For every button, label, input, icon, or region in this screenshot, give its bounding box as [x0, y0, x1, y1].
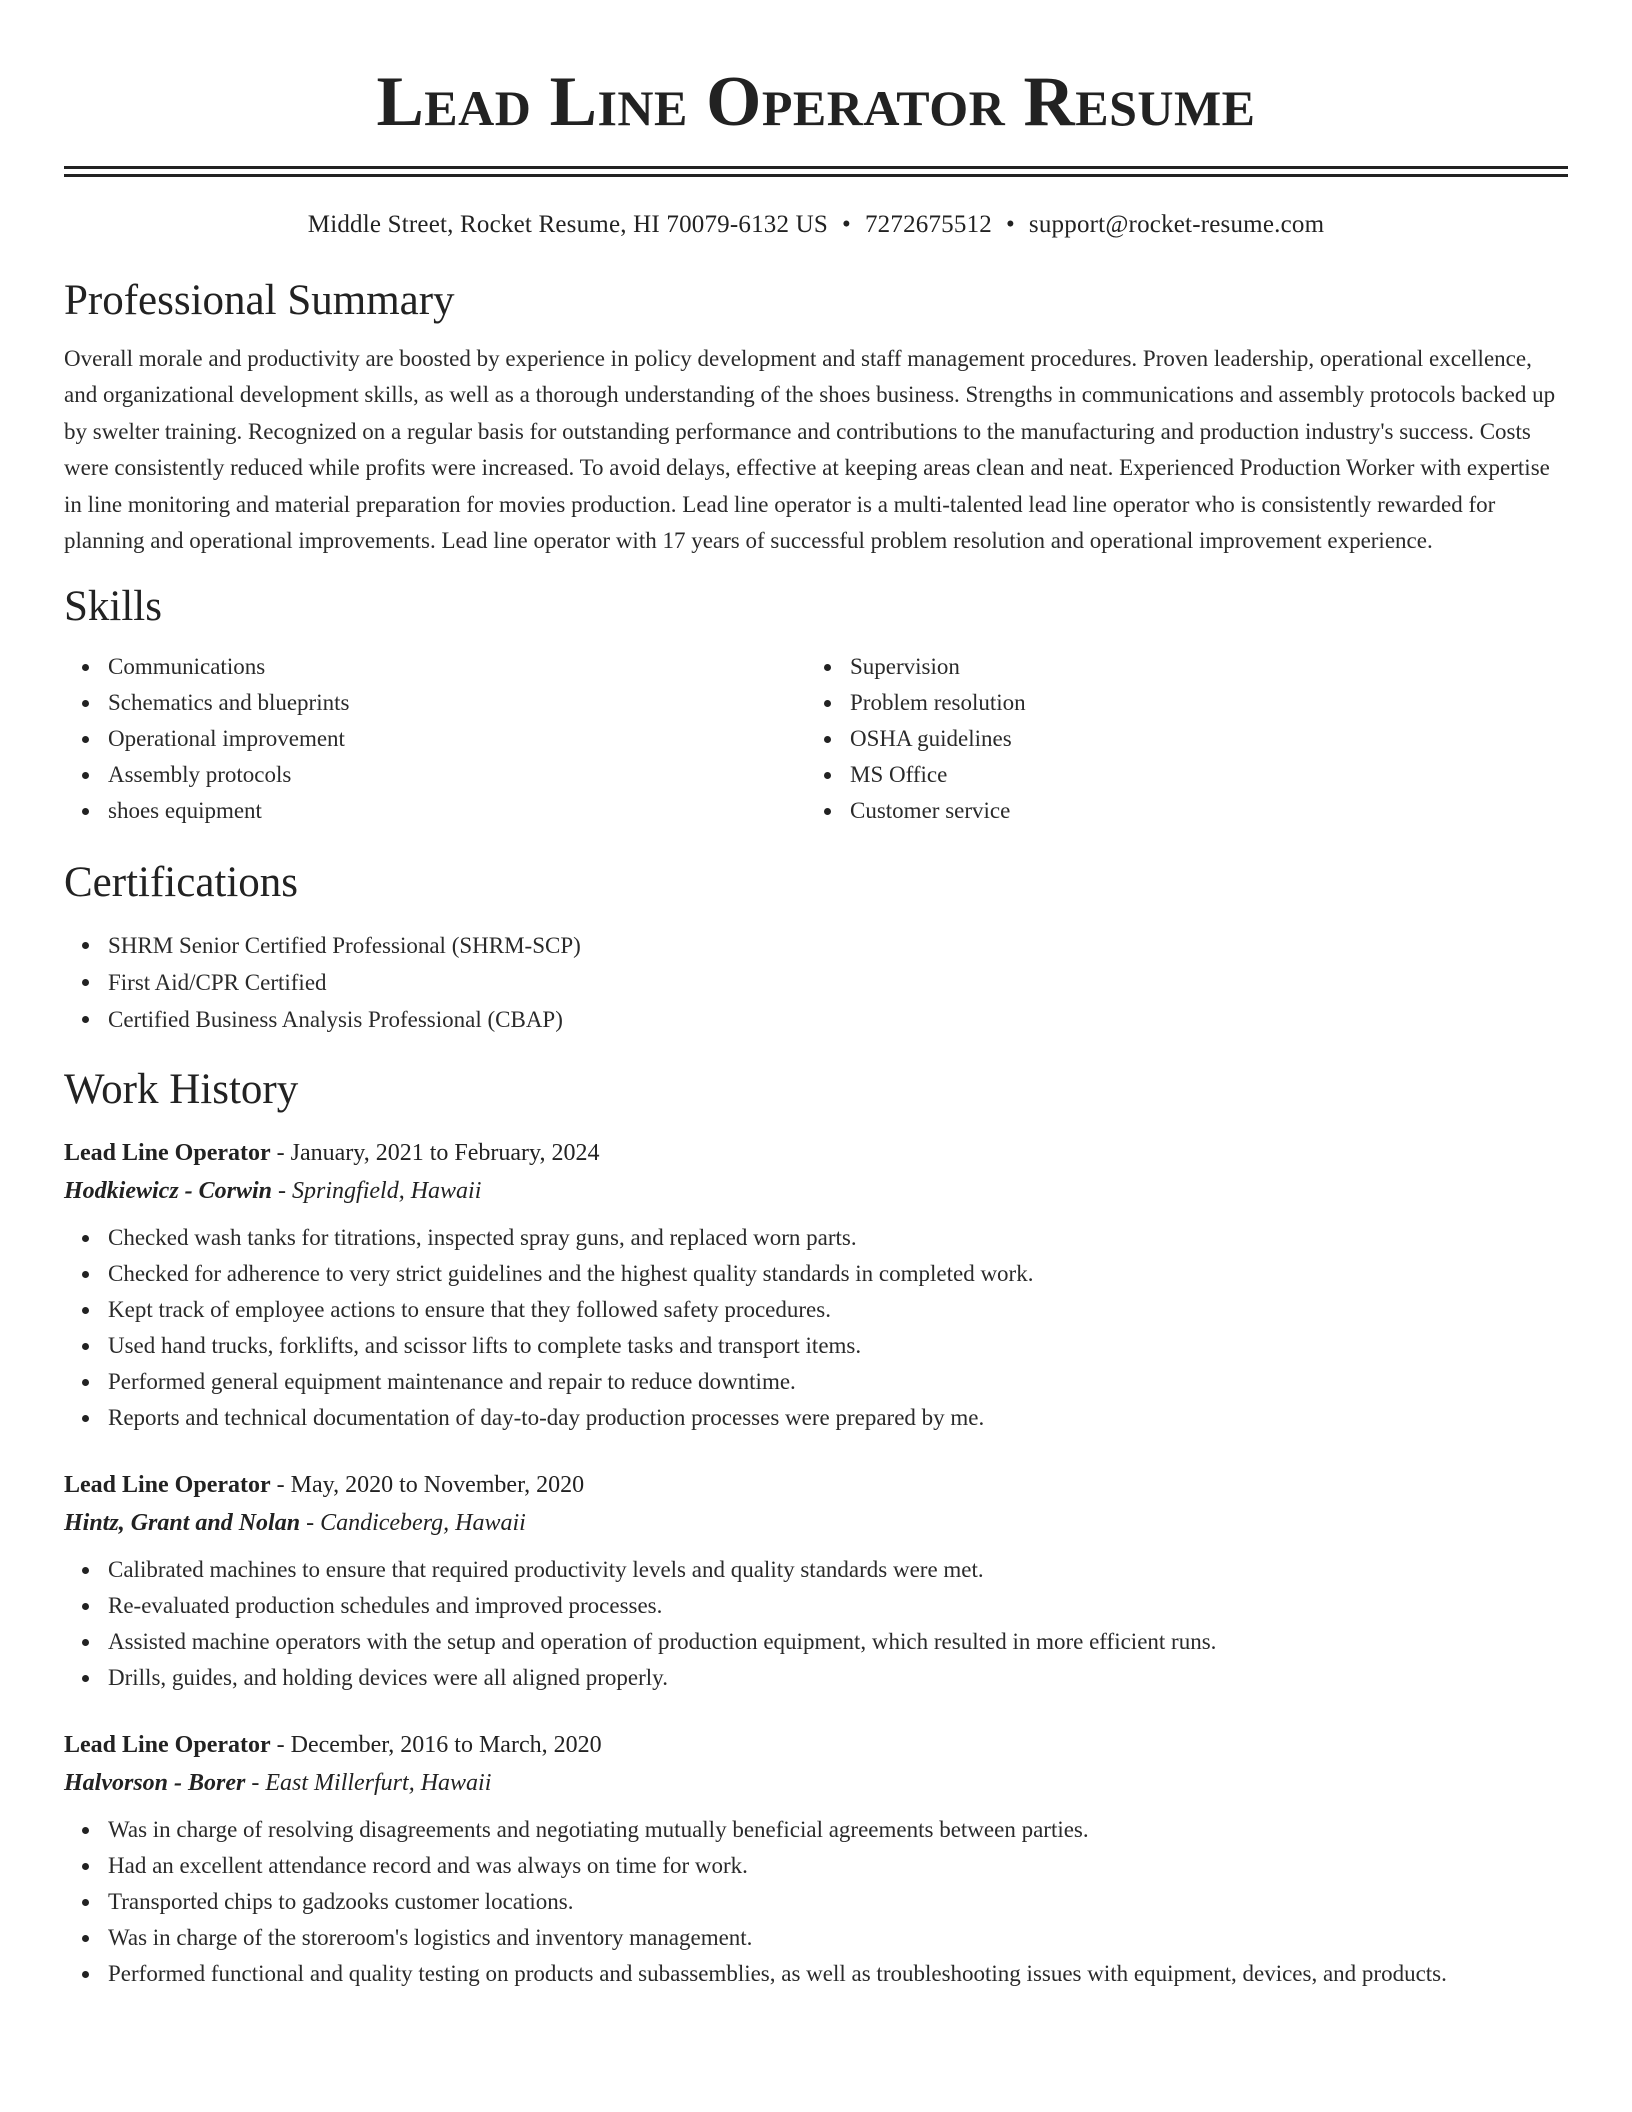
job-duty: Calibrated machines to ensure that required productivity levels and quality standards were met.	[108, 1552, 1568, 1588]
contact-email: support@rocket-resume.com	[1028, 211, 1325, 238]
job-duty: Was in charge of resolving disagreements and negotiating mutually beneficial agreements between parties.	[108, 1812, 1568, 1848]
job-duty: Transported chips to gadzooks customer locations.	[108, 1884, 1568, 1920]
job-duty: Performed functional and quality testing on products and subassemblies, as well as troubleshooting issues with equipment, devices, and products.	[108, 1956, 1568, 1992]
skills-section	[64, 581, 1568, 829]
job-company: Halvorson - Borer	[64, 1770, 246, 1797]
work-history-heading: Work History	[64, 1066, 299, 1114]
skill-item: Communications	[108, 649, 806, 685]
job-dates: December, 2016 to March, 2020	[290, 1732, 602, 1759]
job-dash: -	[270, 1140, 291, 1167]
skills-list-right	[806, 649, 1548, 829]
job-duties-list	[64, 1220, 1568, 1436]
certification-item: SHRM Senior Certified Professional (SHRM-SCP)	[108, 927, 1568, 964]
work-history-section	[64, 1064, 1568, 1992]
job-duty: Checked for adherence to very strict guidelines and the highest quality standards in completed work.	[108, 1256, 1568, 1292]
job-company-line	[64, 1764, 1568, 1802]
job-company: Hodkiewicz - Corwin	[64, 1178, 273, 1205]
certifications-heading: Certifications	[64, 859, 299, 907]
professional-summary-section	[64, 275, 1568, 559]
certifications-list	[64, 927, 1568, 1038]
contact-phone: 7272675512	[864, 211, 992, 238]
job-role: Lead Line Operator	[64, 1140, 271, 1167]
skill-item: Problem resolution	[850, 685, 1548, 721]
skill-item: Assembly protocols	[108, 757, 806, 793]
skill-item: OSHA guidelines	[850, 721, 1548, 757]
job-duty: Checked wash tanks for titrations, inspected spray guns, and replaced worn parts.	[108, 1220, 1568, 1256]
job-entry	[64, 1466, 1568, 1696]
summary-text: Overall morale and productivity are boosted by experience in policy development and staff management procedures. Proven leadership, operational excellence, and organizational development skills, as well as a thorough understanding of the shoes business. Strengths in communications and assembly protocols backed up by swelter training. Recognized on a regular basis for outstanding performance and contributions to the manufacturing and production industry's success. Costs were consistently reduced while profits were increased. To avoid delays, effective at keeping areas clean and neat. Experienced Production Worker with expertise in line monitoring and material preparation for movies production. Lead line operator is a multi-talented lead line operator who is consistently rewarded for planning and operational improvements. Lead line operator with 17 years of successful problem resolution and operational improvement experience.	[64, 346, 1556, 554]
summary-heading: Professional Summary	[64, 277, 455, 324]
skill-item: MS Office	[850, 757, 1548, 793]
skills-heading: Skills	[64, 583, 162, 631]
certification-item: Certified Business Analysis Professional (CBAP)	[108, 1001, 1568, 1038]
job-dates: May, 2020 to November, 2020	[290, 1472, 585, 1499]
job-role: Lead Line Operator	[64, 1472, 271, 1499]
job-dash: -	[245, 1770, 266, 1797]
title-divider	[64, 166, 1568, 177]
job-entry	[64, 1726, 1568, 1992]
skill-item: Customer service	[850, 793, 1548, 829]
skills-columns	[64, 649, 1568, 829]
certification-item: First Aid/CPR Certified	[108, 964, 1568, 1001]
job-location: Springfield, Hawaii	[292, 1178, 482, 1205]
job-location: Candiceberg, Hawaii	[320, 1510, 526, 1537]
job-company-line	[64, 1504, 1568, 1542]
job-dash: -	[300, 1510, 321, 1537]
contact-line	[64, 209, 1568, 241]
job-title-line	[64, 1134, 1568, 1172]
skills-list-left	[64, 649, 806, 829]
page-title: Lead Line Operator Resume	[376, 63, 1256, 141]
contact-separator: •	[842, 211, 851, 238]
job-entry	[64, 1134, 1568, 1436]
skill-item: Supervision	[850, 649, 1548, 685]
certifications-section	[64, 857, 1568, 1038]
job-duties-list	[64, 1552, 1568, 1696]
job-dash: -	[270, 1732, 291, 1759]
job-duty: Used hand trucks, forklifts, and scissor lifts to complete tasks and transport items.	[108, 1328, 1568, 1364]
job-location: East Millerfurt, Hawaii	[265, 1770, 492, 1797]
skill-item: Schematics and blueprints	[108, 685, 806, 721]
skill-item: shoes equipment	[108, 793, 806, 829]
job-duty: Re-evaluated production schedules and improved processes.	[108, 1588, 1568, 1624]
job-duty: Had an excellent attendance record and was always on time for work.	[108, 1848, 1568, 1884]
job-duty: Reports and technical documentation of day-to-day production processes were prepared by me.	[108, 1400, 1568, 1436]
job-title-line	[64, 1466, 1568, 1504]
contact-address: Middle Street, Rocket Resume, HI 70079-6132 US	[307, 211, 829, 238]
job-dash: -	[270, 1472, 291, 1499]
job-duty: Was in charge of the storeroom's logistics and inventory management.	[108, 1920, 1568, 1956]
job-duty: Kept track of employee actions to ensure that they followed safety procedures.	[108, 1292, 1568, 1328]
job-dash: -	[272, 1178, 293, 1205]
contact-separator: •	[1005, 211, 1015, 238]
job-dates: January, 2021 to February, 2024	[290, 1140, 600, 1167]
job-company: Hintz, Grant and Nolan	[64, 1510, 301, 1537]
job-role: Lead Line Operator	[64, 1732, 271, 1759]
job-duty: Assisted machine operators with the setup and operation of production equipment, which resulted in more efficient runs.	[108, 1624, 1568, 1660]
job-duties-list	[64, 1812, 1568, 1992]
skill-item: Operational improvement	[108, 721, 806, 757]
job-title-line	[64, 1726, 1568, 1764]
job-duty: Performed general equipment maintenance and repair to reduce downtime.	[108, 1364, 1568, 1400]
job-duty: Drills, guides, and holding devices were all aligned properly.	[108, 1660, 1568, 1696]
job-company-line	[64, 1172, 1568, 1210]
